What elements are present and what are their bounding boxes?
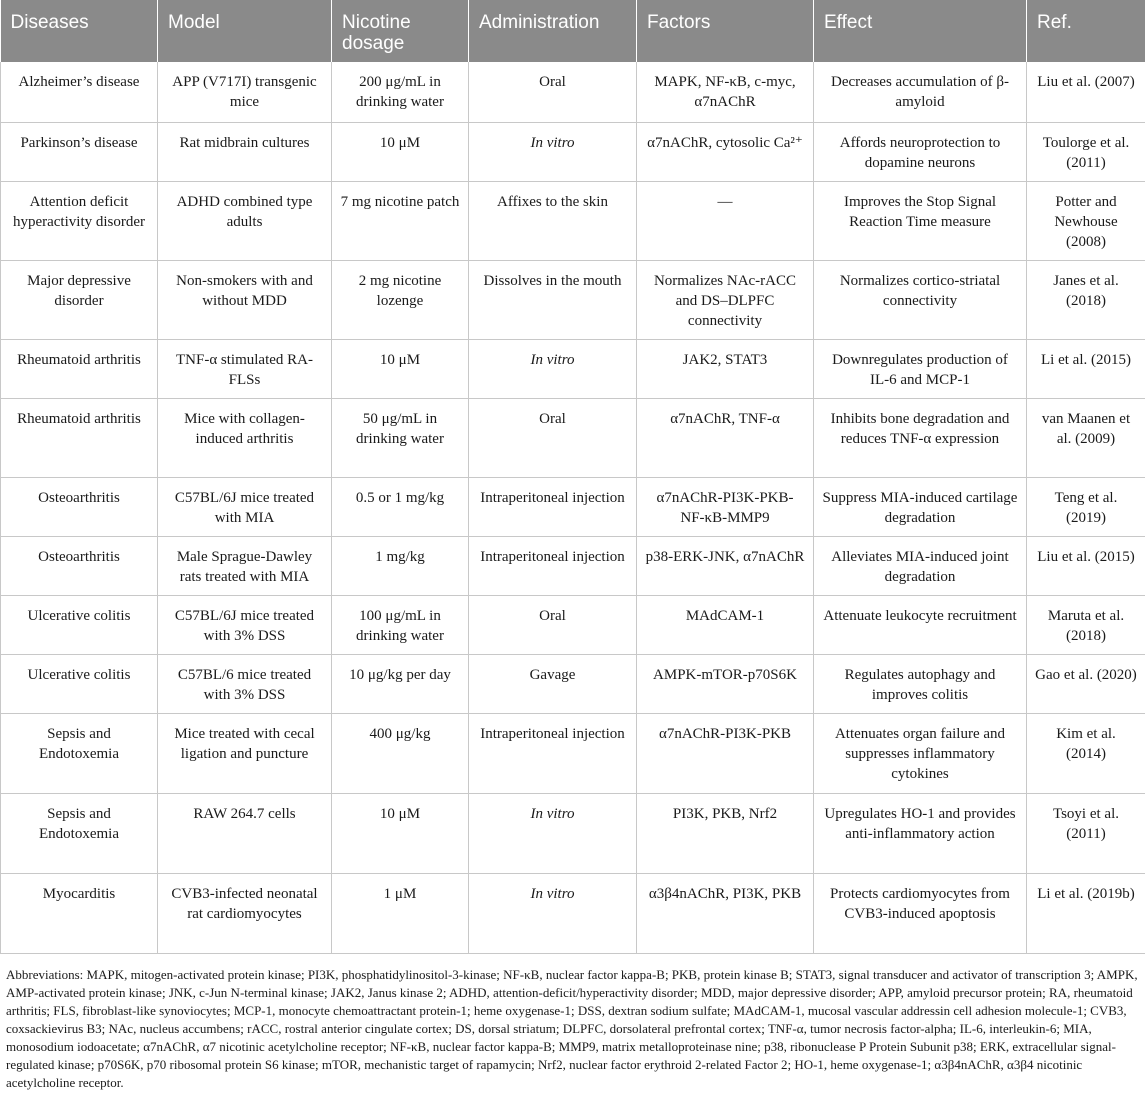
cell-effect: Inhibits bone degradation and reduces TNF-α expression [814, 398, 1027, 477]
cell-disease: Major depressive disorder [1, 260, 158, 339]
header-diseases: Diseases [1, 0, 158, 62]
cell-administration: Affixes to the skin [469, 181, 637, 260]
cell-administration: Intraperitoneal injection [469, 477, 637, 536]
table-row [1, 339, 1145, 398]
cell-disease: Sepsis and Endotoxemia [1, 713, 158, 793]
table-row [1, 477, 1145, 536]
cell-ref: Potter and Newhouse (2008) [1027, 181, 1145, 260]
cell-effect: Improves the Stop Signal Reaction Time measure [814, 181, 1027, 260]
cell-disease: Attention deficit hyperactivity disorder [1, 181, 158, 260]
cell-factors: α3β4nAChR, PI3K, PKB [637, 873, 814, 953]
cell-effect: Upregulates HO-1 and provides anti-inflammatory action [814, 793, 1027, 873]
cell-factors: — [637, 181, 814, 260]
cell-model: ADHD combined type adults [158, 181, 332, 260]
cell-model: APP (V717I) transgenic mice [158, 62, 332, 122]
table-row [1, 654, 1145, 713]
italic-administration: In vitro [530, 134, 575, 151]
cell-disease: Osteoarthritis [1, 477, 158, 536]
cell-administration: Oral [469, 62, 637, 122]
table-row [1, 260, 1145, 339]
cell-ref: Li et al. (2019b) [1027, 873, 1145, 953]
cell-model: C57BL/6 mice treated with 3% DSS [158, 654, 332, 713]
cell-dosage: 10 μM [332, 339, 469, 398]
cell-disease: Osteoarthritis [1, 536, 158, 595]
cell-administration: Intraperitoneal injection [469, 536, 637, 595]
cell-model: Mice treated with cecal ligation and puncture [158, 713, 332, 793]
cell-disease: Rheumatoid arthritis [1, 339, 158, 398]
italic-administration: In vitro [530, 885, 575, 902]
table-header [1, 0, 1145, 62]
cell-dosage: 1 mg/kg [332, 536, 469, 595]
italic-administration: In vitro [530, 805, 575, 822]
cell-dosage: 10 μM [332, 793, 469, 873]
header-administration: Administration [469, 0, 637, 62]
cell-dosage: 10 μM [332, 122, 469, 181]
cell-effect: Affords neuroprotection to dopamine neurons [814, 122, 1027, 181]
cell-disease: Ulcerative colitis [1, 595, 158, 654]
table-row [1, 122, 1145, 181]
cell-disease: Rheumatoid arthritis [1, 398, 158, 477]
cell-ref: Liu et al. (2015) [1027, 536, 1145, 595]
cell-factors: MAPK, NF-κB, c-myc, α7nAChR [637, 62, 814, 122]
cell-ref: Kim et al. (2014) [1027, 713, 1145, 793]
cell-dosage: 200 μg/mL in drinking water [332, 62, 469, 122]
cell-ref: Li et al. (2015) [1027, 339, 1145, 398]
cell-effect: Regulates autophagy and improves colitis [814, 654, 1027, 713]
cell-administration [469, 122, 637, 181]
cell-model: C57BL/6J mice treated with MIA [158, 477, 332, 536]
cell-administration [469, 793, 637, 873]
cell-model: Male Sprague-Dawley rats treated with MIA [158, 536, 332, 595]
table-body [1, 62, 1145, 953]
table-row [1, 181, 1145, 260]
cell-ref: van Maanen et al. (2009) [1027, 398, 1145, 477]
cell-model: Rat midbrain cultures [158, 122, 332, 181]
cell-factors: Normalizes NAc-rACC and DS–DLPFC connectivity [637, 260, 814, 339]
cell-model: Non-smokers with and without MDD [158, 260, 332, 339]
table-row [1, 873, 1145, 953]
cell-disease: Sepsis and Endotoxemia [1, 793, 158, 873]
cell-dosage: 0.5 or 1 mg/kg [332, 477, 469, 536]
table-row [1, 62, 1145, 122]
cell-factors: p38-ERK-JNK, α7nAChR [637, 536, 814, 595]
header-ref: Ref. [1027, 0, 1145, 62]
cell-effect: Decreases accumulation of β-amyloid [814, 62, 1027, 122]
cell-dosage: 50 μg/mL in drinking water [332, 398, 469, 477]
table-row [1, 595, 1145, 654]
header-row [1, 0, 1145, 62]
cell-factors: α7nAChR, TNF-α [637, 398, 814, 477]
cell-model: TNF-α stimulated RA-FLSs [158, 339, 332, 398]
cell-disease: Alzheimer’s disease [1, 62, 158, 122]
cell-ref: Toulorge et al. (2011) [1027, 122, 1145, 181]
cell-model: C57BL/6J mice treated with 3% DSS [158, 595, 332, 654]
cell-factors: α7nAChR-PI3K-PKB [637, 713, 814, 793]
table-row [1, 398, 1145, 477]
table-row [1, 713, 1145, 793]
table-row [1, 793, 1145, 873]
cell-effect: Normalizes cortico-striatal connectivity [814, 260, 1027, 339]
cell-factors: JAK2, STAT3 [637, 339, 814, 398]
header-nicotine-dosage: Nicotine dosage [332, 0, 469, 62]
cell-dosage: 2 mg nicotine lozenge [332, 260, 469, 339]
cell-dosage: 100 μg/mL in drinking water [332, 595, 469, 654]
header-model: Model [158, 0, 332, 62]
cell-ref: Tsoyi et al. (2011) [1027, 793, 1145, 873]
cell-model: Mice with collagen-induced arthritis [158, 398, 332, 477]
cell-administration: Gavage [469, 654, 637, 713]
cell-dosage: 1 μM [332, 873, 469, 953]
cell-administration: Intraperitoneal injection [469, 713, 637, 793]
cell-administration [469, 339, 637, 398]
cell-disease: Ulcerative colitis [1, 654, 158, 713]
cell-ref: Maruta et al. (2018) [1027, 595, 1145, 654]
cell-factors: AMPK-mTOR-p70S6K [637, 654, 814, 713]
cell-ref: Liu et al. (2007) [1027, 62, 1145, 122]
abbreviations-footnote: Abbreviations: MAPK, mitogen-activated protein kinase; PI3K, phosphatidylinositol-3-kinase; NF-κB, nuclear factor kappa-B; PKB, protein kinase B; STAT3, signal transducer and activator of transcription 3; AMPK, AMP-activated protein kinase; JNK, c-Jun N-terminal kinase; JAK2, Janus kinase 2; ADHD, attention-deficit/hyperactivity disorder; MDD, major depressive disorder; APP, amyloid precursor protein; RA, rheumatoid arthritis; FLS, fibroblast-like synoviocytes; MCP-1, monocyte chemoattractant protein-1; heme oxygenase-1; DSS, dextran sodium sulfate; MAdCAM-1, mucosal vascular addressin cell adhesion molecule-1; CVB3, coxsackievirus B3; NAc, nucleus accumbens; rACC, rostral anterior cingulate cortex; DS, dorsal striatum; DLPFC, dorsolateral prefrontal cortex; TNF-α, tumor necrosis factor-alpha; IL-6, interleukin-6; MIA, monosodium iodoacetate; α7nAChR, α7 nicotinic acetylcholine receptor; NF-κB, nuclear factor kappa-B; MMP9, matrix metalloproteinase nine; p38, ribonuclease P Protein Subunit p38; ERK, extracellular signal-regulated kinase; p70S6K, p70 ribosomal protein S6 kinase; mTOR, mechanistic target of rapamycin; Nrf2, nuclear factor erythroid 2-related Factor 2; HO-1, heme oxygenase-1; α3β4nAChR, α3β4 nicotinic acetylcholine receptor. [6, 966, 1138, 1090]
cell-factors: MAdCAM-1 [637, 595, 814, 654]
cell-administration: Oral [469, 398, 637, 477]
cell-factors: α7nAChR-PI3K-PKB-NF-κB-MMP9 [637, 477, 814, 536]
cell-dosage: 10 μg/kg per day [332, 654, 469, 713]
cell-ref: Janes et al. (2018) [1027, 260, 1145, 339]
cell-administration: Oral [469, 595, 637, 654]
cell-effect: Protects cardiomyocytes from CVB3-induced apoptosis [814, 873, 1027, 953]
header-factors: Factors [637, 0, 814, 62]
cell-effect: Suppress MIA-induced cartilage degradation [814, 477, 1027, 536]
cell-factors: PI3K, PKB, Nrf2 [637, 793, 814, 873]
cell-effect: Attenuates organ failure and suppresses inflammatory cytokines [814, 713, 1027, 793]
table-row [1, 536, 1145, 595]
cell-factors: α7nAChR, cytosolic Ca²⁺ [637, 122, 814, 181]
cell-disease: Parkinson’s disease [1, 122, 158, 181]
italic-administration: In vitro [530, 351, 575, 368]
cell-dosage: 7 mg nicotine patch [332, 181, 469, 260]
cell-model: RAW 264.7 cells [158, 793, 332, 873]
header-effect: Effect [814, 0, 1027, 62]
cell-ref: Gao et al. (2020) [1027, 654, 1145, 713]
cell-disease: Myocarditis [1, 873, 158, 953]
cell-administration: Dissolves in the mouth [469, 260, 637, 339]
cell-dosage: 400 μg/kg [332, 713, 469, 793]
cell-administration [469, 873, 637, 953]
cell-effect: Alleviates MIA-induced joint degradation [814, 536, 1027, 595]
cell-ref: Teng et al. (2019) [1027, 477, 1145, 536]
cell-effect: Attenuate leukocyte recruitment [814, 595, 1027, 654]
cell-model: CVB3-infected neonatal rat cardiomyocytes [158, 873, 332, 953]
cell-effect: Downregulates production of IL-6 and MCP-1 [814, 339, 1027, 398]
